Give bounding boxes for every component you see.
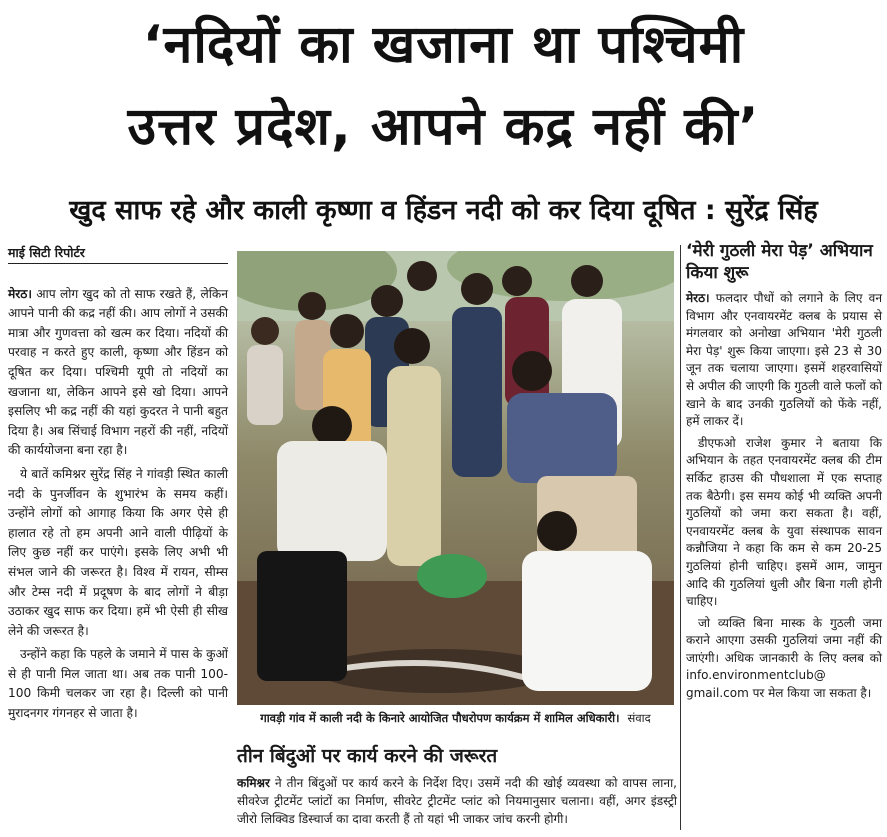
- left-paragraph-1: [8, 285, 228, 461]
- right-dateline: मेरठ।: [686, 291, 710, 305]
- left-paragraph-2: ये बातें कमिश्नर सुरेंद्र सिंह ने गांवड़ी स्थित काली नदी के पुनर्जीवन के शुभारंभ के समय कहीं। उन्होंने लोगों को आगाह किया कि अगर ऐसे ही हालात रहे तो हम अपनी आने वाली पीढ़ियों के लिए कुछ नहीं कर पाएंगे। इसके लिए अभी भी संभल जाने की जरूरत है। विश्व में रायन, सीम्स और टेम्स नदी में प्रदूषण के बाद लोगों ने बीड़ा उठाकर खुद साफ कर दिया। हमें भी ऐसी ही सीख लेने की जरूरत है।: [8, 466, 228, 638]
- column-divider-right: [680, 245, 681, 830]
- right-paragraph-1: [686, 290, 882, 431]
- right-column: [686, 240, 882, 707]
- photo-caption-text: गावड़ी गांव में काली नदी के किनारे आयोजित पौधरोपण कार्यक्रम में शामिल अधिकारी।: [260, 711, 620, 725]
- center-story-body: [237, 774, 677, 828]
- right-paragraph-3: जो व्यक्ति बिना मास्क के गुठली जमा कराने आएगा उसकी गुठलियां जमा नहीं की जाएंगी। अधिक जानकारी के लिए क्लब को info.environmentclub@ gmail.com पर मेल किया जा सकता है।: [686, 615, 882, 701]
- center-story-text: ने तीन बिंदुओं पर कार्य करने के निर्देश दिए। उसमें नदी की खोई व्यवस्था को वापस लाना, सीवरेज ट्रीटमेंट प्लांटों का निर्माण, सीवरेट ट्रीटमेंट प्लांट को नियमानुसार चलाना। वहीं, अगर इंडस्ट्री जीरो लिक्विड डिस्चार्ज का दावा करती हैं तो यहां भी जाकर जांच करनी होगी।: [237, 776, 677, 826]
- left-paragraph-1-text: आप लोग खुद को तो साफ रखते हैं, लेकिन आपने पानी की कद्र नहीं की। आप लोगों ने उसकी मात्रा और गुणवत्ता को खत्म कर दिया। नदियों की परवाह न करते हुए काली, कृष्णा और हिंडन को दूषित कर दिया। पश्चिमी यूपी तो नदियों का खजाना था, लेकिन आपने इसे खो दिया। आपने इसलिए भी कद्र नहीं की यहां कुदरत ने पानी बहुत दिया है। अब सिंचाई विभाग नहरों की नहीं, नदियों की कार्ययोजना बना रहा है।: [8, 286, 229, 458]
- reporter-rule: [8, 263, 228, 264]
- subheadline: खुद साफ रहे और काली कृष्णा व हिंडन नदी को कर दिया दूषित : सुरेंद्र सिंह: [69, 195, 818, 226]
- photo-credit: संवाद: [627, 711, 651, 725]
- center-story-heading: तीन बिंदुओं पर कार्य करने की जरूरत: [237, 745, 498, 767]
- reporter-byline: माई सिटी रिपोर्टर: [8, 245, 85, 260]
- center-story-lead: कमिश्नर: [237, 776, 270, 790]
- left-paragraph-3: उन्होंने कहा कि पहले के जमाने में पास के कुओं से ही पानी मिल जाता था। अब तक पानी 100-100 किमी चलकर जा रहा है। दिल्ली को पानी मुरादनगर गंगनहर से जाता है।: [8, 647, 228, 721]
- news-photo: [237, 251, 674, 705]
- right-paragraph-1-text: फलदार पौधों को लगाने के लिए वन विभाग और एनवायरमेंट क्लब के प्रयास से मंगलवार को अनोखा अभियान 'मेरी गुठली मेरा पेड़' शुरू किया जाएगा। इसे 23 से 30 जून तक चलाया जाएगा। इसमें शहरवासियों से अपील की जाएगी कि गुठली वाले फलों को खाने के बाद उनकी गुठलियों को फेंके नहीं, हमें लाकर दें।: [686, 291, 882, 429]
- headline-line-2: उत्तर प्रदेश, आपने कद्र नहीं की’: [127, 97, 760, 157]
- news-photo-illustration: [237, 251, 674, 705]
- right-column-heading: ‘मेरी गुठली मेरा पेड़’ अभियान किया शुरू: [686, 241, 873, 283]
- headline: [0, 4, 887, 168]
- headline-line-1: ‘नदियों का खजाना था पश्चिमी: [142, 15, 745, 75]
- dateline: मेरठ।: [8, 286, 32, 301]
- right-paragraph-2: डीएफओ राजेश कुमार ने बताया कि अभियान के तहत एनवायरमेंट क्लब की टीम सर्किट हाउस की पौधशाला में एक सप्ताह तक बैठेगी। इस समय कोई भी व्यक्ति अपनी गुठलियों को जमा करा सकता है। वहीं, एनवायरमेंट क्लब के युवा संस्थापक सावन कन्नौजिया ने कहा कि कम से कम 20-25 गुठलियां होनी चाहिए। इसमें आम, जामुन आदि की गुठलियां धुली और बिना गली होनी चाहिए।: [686, 435, 882, 609]
- left-column: [8, 243, 228, 728]
- center-story: [237, 742, 677, 828]
- photo-caption: [237, 706, 674, 730]
